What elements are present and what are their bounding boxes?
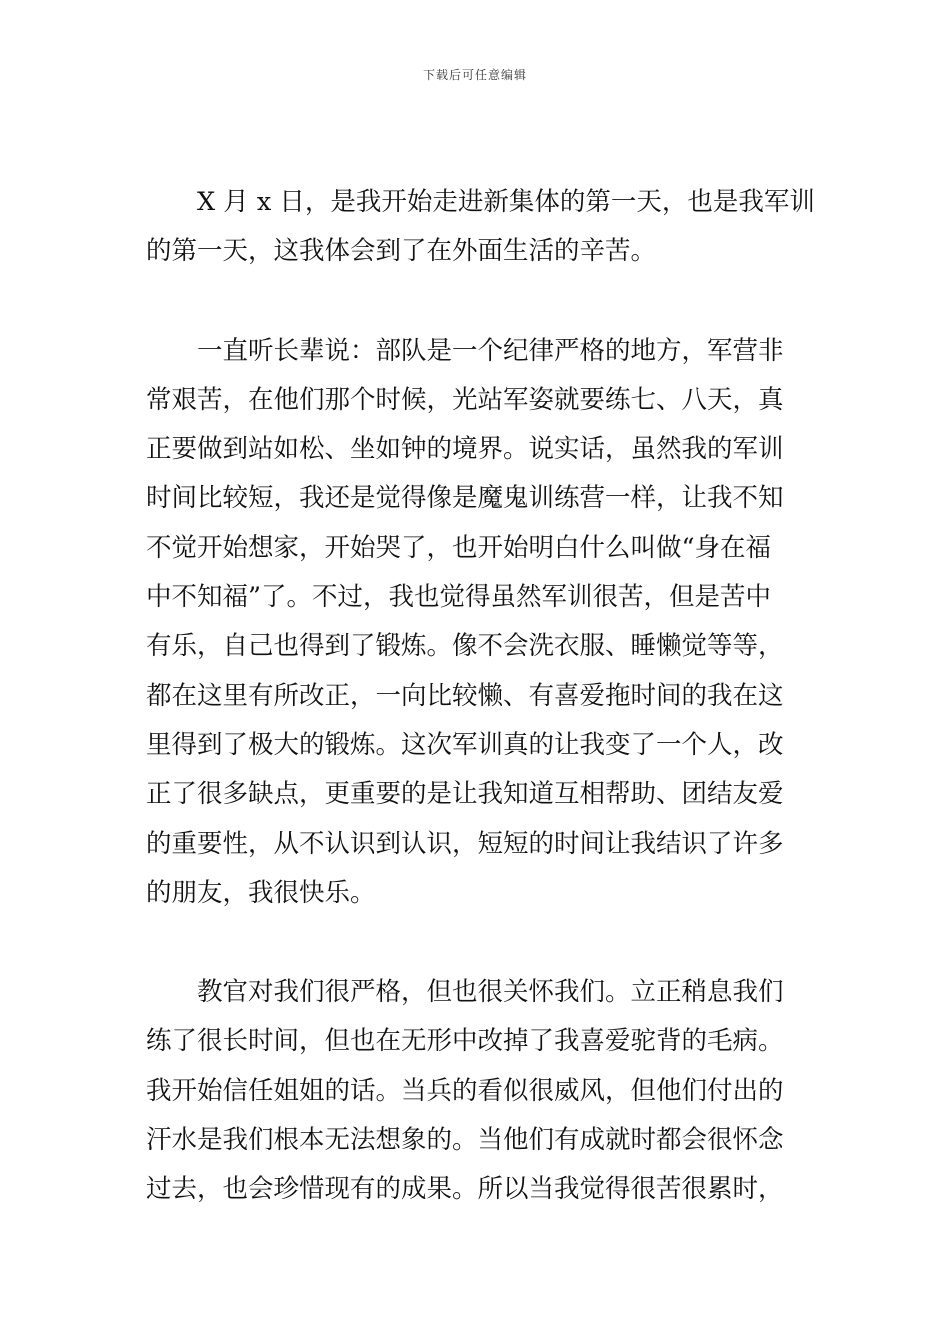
paragraph-line: 练了很长时间，但也在无形中改掉了我喜爱驼背的毛病。 [146, 1026, 784, 1057]
paragraph-line: 汗水是我们根本无法想象的。当他们有成就时都会很怀念 [146, 1125, 784, 1156]
paragraph-line: 一直听长辈说：部队是一个纪律严格的地方，军营非 [146, 335, 784, 366]
paragraph-gap [146, 277, 810, 327]
paragraph-line: 有乐，自己也得到了锻炼。像不会洗衣服、睡懒觉等等， [146, 631, 784, 662]
paragraph-line: 教官对我们很严格，但也很关怀我们。立正稍息我们 [146, 977, 784, 1008]
paragraph-line: X 月 x 日，是我开始走进新集体的第一天，也是我军训 [146, 187, 815, 217]
paragraph-line: 正要做到站如松、坐如钟的境界。说实话，虽然我的军训 [146, 434, 784, 465]
paragraph-line: 正了很多缺点，更重要的是让我知道互相帮助、团结友爱 [146, 779, 784, 810]
paragraph-line: 的朋友，我很快乐。 [146, 877, 376, 908]
paragraph-line: 不觉开始想家，开始哭了，也开始明白什么叫做“身在福 [146, 532, 772, 563]
paragraph-line: 我开始信任姐姐的话。当兵的看似很威风，但他们付出的 [146, 1075, 784, 1106]
paragraph-line: 的重要性，从不认识到认识，短短的时间让我结识了许多 [146, 828, 784, 859]
page-header-note: 下载后可任意编辑 [422, 68, 527, 82]
paragraph-line: 常艰苦，在他们那个时候，光站军姿就要练七、八天，真 [146, 384, 784, 415]
paragraph-line: 中不知福”了。不过，我也觉得虽然军训很苦，但是苦中 [146, 582, 772, 613]
paragraph-3 [146, 968, 810, 1214]
paragraph-line: 的第一天，这我体会到了在外面生活的辛苦。 [146, 236, 657, 267]
document-body [146, 178, 815, 1215]
paragraph-line: 里得到了极大的锻炼。这次军训真的让我变了一个人，改 [146, 729, 784, 760]
paragraph-gap [146, 918, 810, 968]
paragraph-line: 时间比较短，我还是觉得像是魔鬼训练营一样，让我不知 [146, 483, 784, 514]
paragraph-2 [146, 327, 810, 919]
paragraph-1 [146, 178, 815, 277]
paragraph-line: 过去，也会珍惜现有的成果。所以当我觉得很苦很累时， [146, 1174, 784, 1205]
paragraph-line: 都在这里有所改正，一向比较懒、有喜爱拖时间的我在这 [146, 680, 784, 711]
